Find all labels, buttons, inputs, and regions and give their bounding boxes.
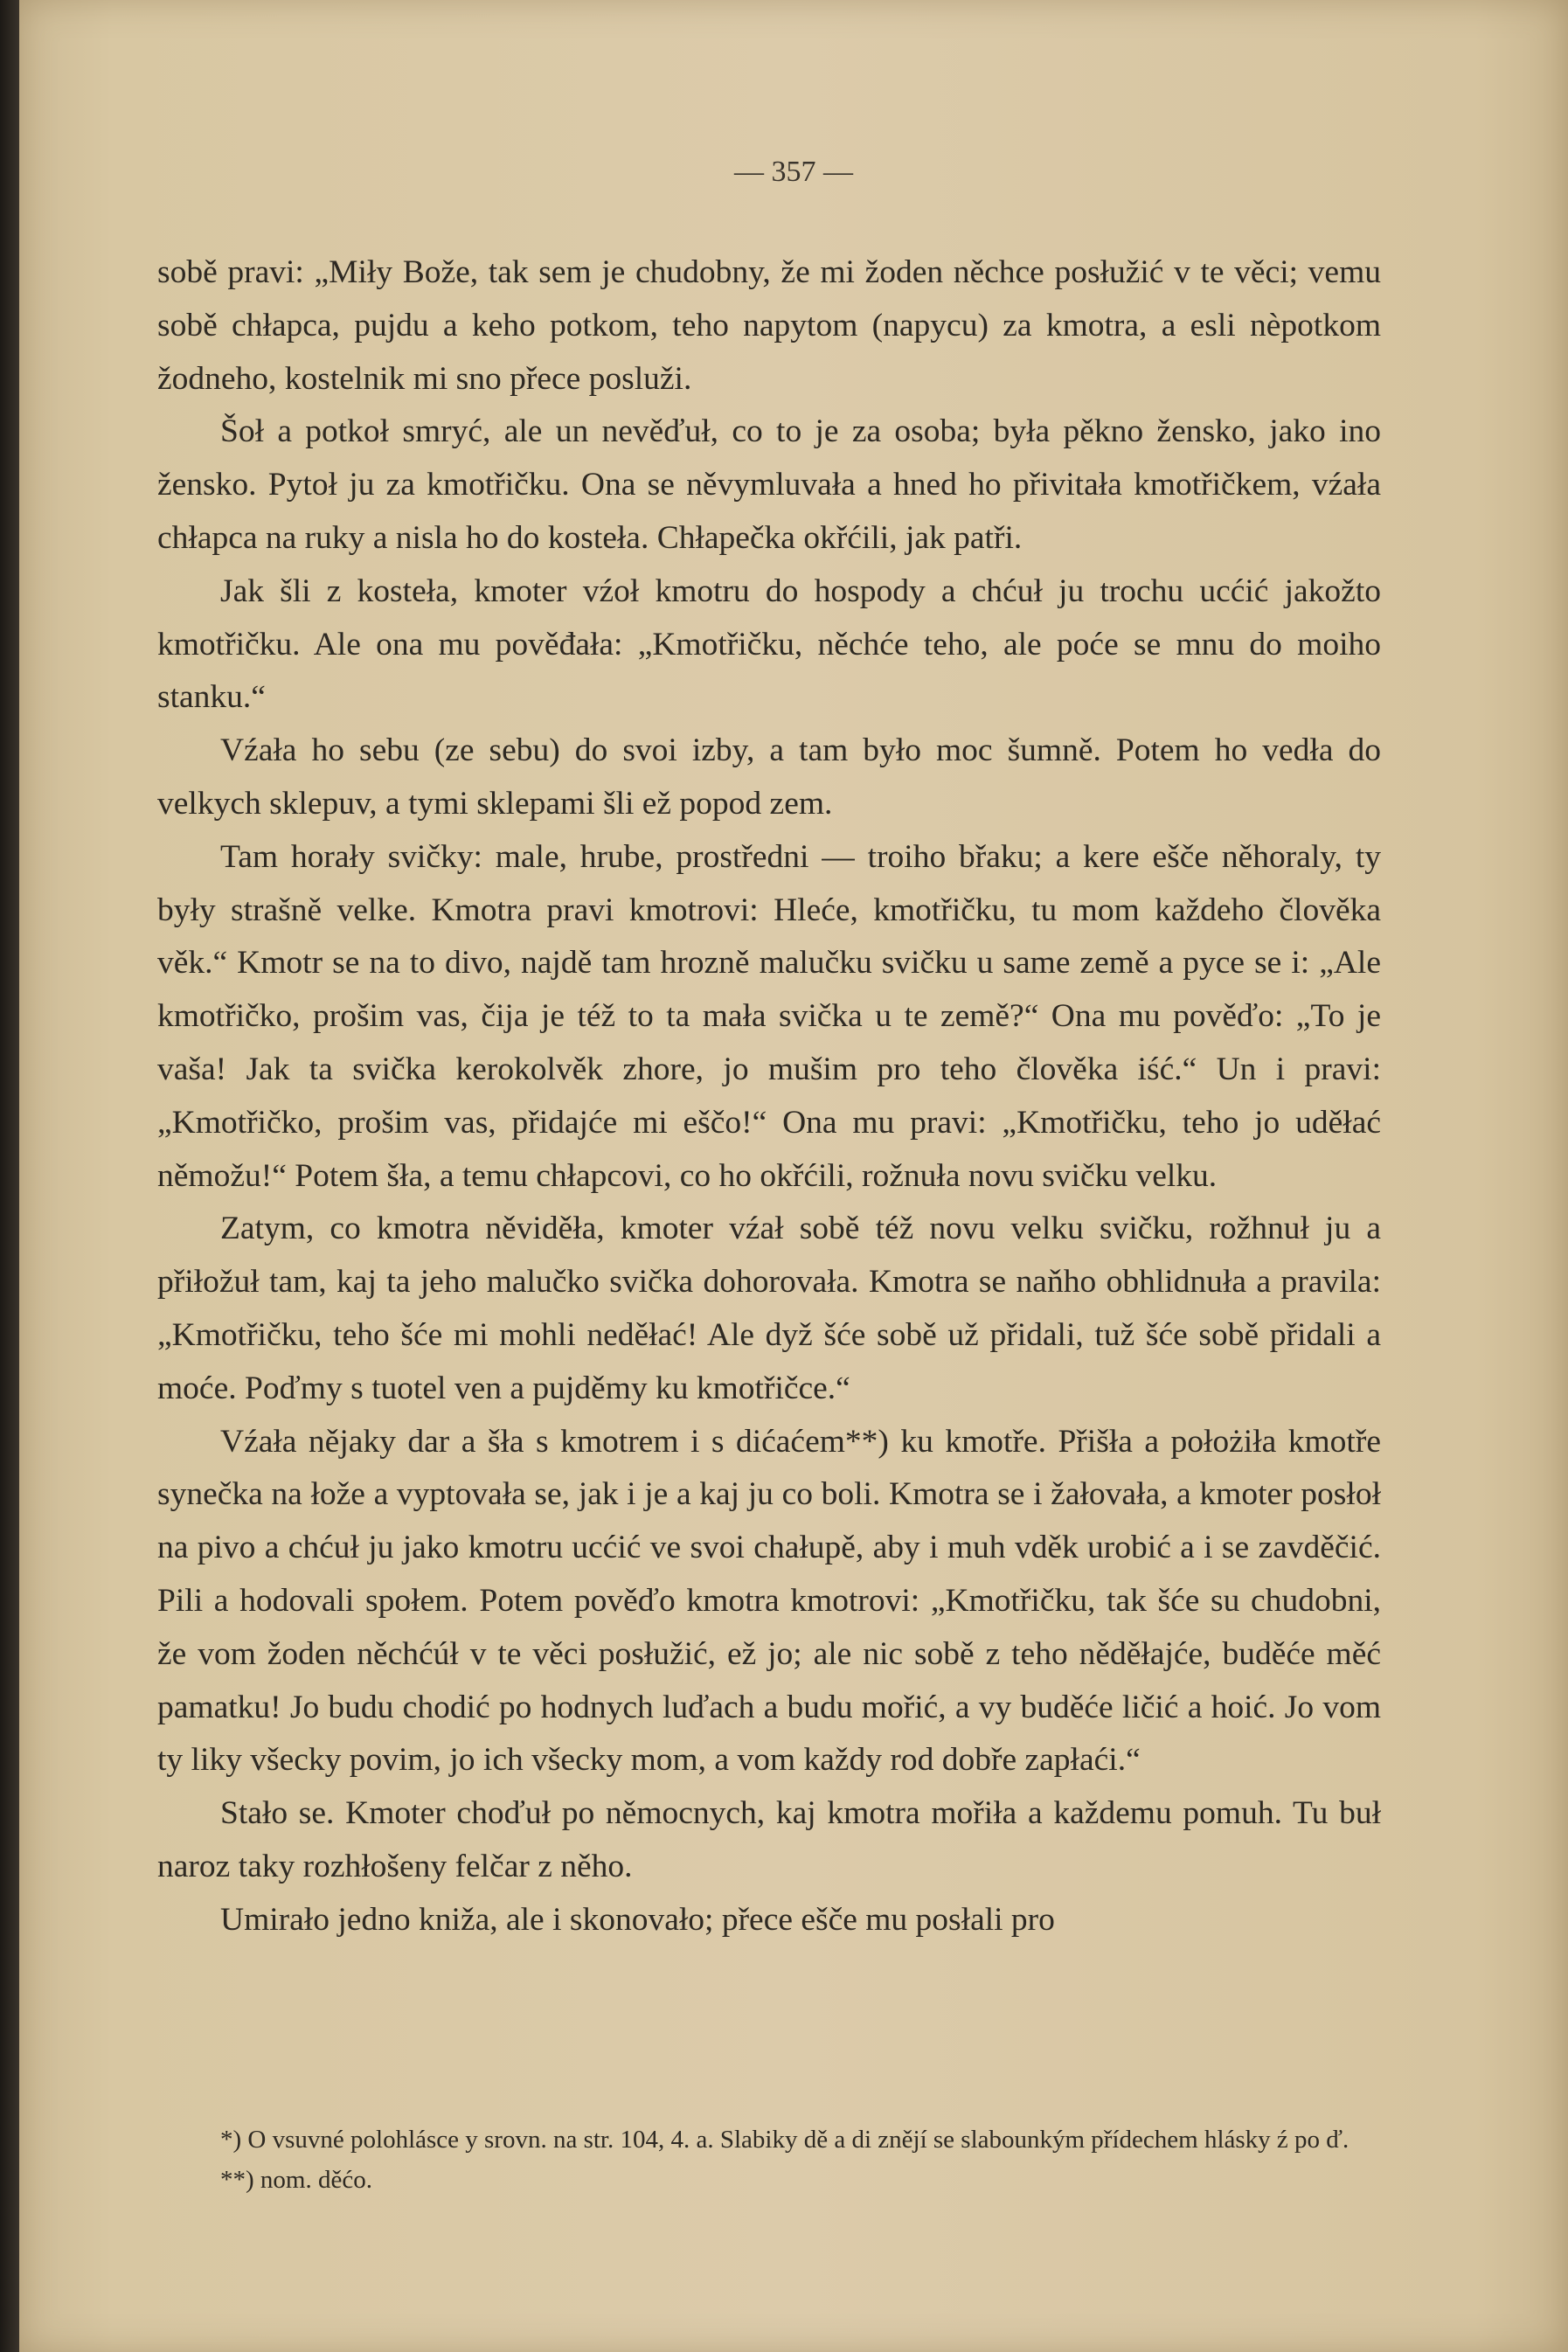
paragraph: Tam horały svičky: male, hrube, prostředni — troiho břaku; a kere ešče něhoraly, ty były strašně velke. Kmotra pravi kmotrovi: Hleće, kmotřičku, tu mom každeho člověka věk.“ Kmotr se na to divo, najdě tam hrozně malučku svičku u same země a pyce se i: „Ale kmotřičko, prošim vas, čija je též to ta mała svička u te země?“ Ona mu pověďo: „To je vaša! Jak ta svička kerokolvěk zhore, jo mušim pro teho člověka iść.“ Un i pravi: „Kmotřičko, prošim vas, přidajće mi eščo!“ Ona mu pravi: „Kmotřičku, teho jo uděłać němožu!“ Potem šła, a temu chłapcovi, co ho okřćili, rožnuła novu svičku velku. [157,838,1381,1194]
paragraph: Zatym, co kmotra něviděła, kmoter vźał sobě též novu velku svičku, rožhnuł ju a přiłožuł tam, kaj ta jeho malučko svička dohorovała. Kmotra se naňho obhlidnuła a pravila: „Kmotřičku, teho šće mi mohli neděłać! Ale dyž šće sobě už přidali, tuž šće sobě přidali a moće. Poďmy s tuotel ven a pujděmy ku kmotřičce.“ [157,1211,1381,1406]
paragraph: Šoł a potkoł smryć, ale un nevěďuł, co to je za osoba; była pěkno žensko, jako ino žensko. Pytoł ju za kmotřičku. Ona se něvymluvała a hned ho přivitała kmotřičkem, vźała chłapca na ruky a nisla ho do kosteła. Chłapečka okřćili, jak patři. [157,413,1381,556]
paragraph: Vźała ho sebu (ze sebu) do svoi izby, a tam było moc šumně. Potem ho vedła do velkych sklepuv, a tymi sklepami šli ež popod zem. [157,732,1381,822]
paragraph: Stało se. Kmoter choďuł po němocnych, kaj kmotra mořiła a každemu pomuh. Tu buł naroz taky rozhłošeny felčar z něho. [157,1795,1381,1884]
footnote: *) O vsuvné polohlásce y srovn. na str. 104, 4. a. Slabiky dě a di znějí se slabounkým přídechem hlásky ź po ď. [220,2126,1349,2154]
page-number: — 357 — [734,156,853,188]
paragraph: sobě pravi: „Miły Bože, tak sem je chudobny, že mi žoden něchce posłužić v te věci; vemu sobě chłapca, pujdu a keho potkom, teho napytom (napycu) za kmotra, a esli nèpotkom žodneho, kostelnik mi sno přece posluži. [157,254,1381,397]
body-text [157,246,1381,1947]
paragraph: Vźała nějaky dar a šła s kmotrem i s dićaćem**) ku kmotře. Přišła a położiła kmotře synečka na łože a vyptovała se, jak i je a kaj ju co boli. Kmotra se i žałovała, a kmoter posłoł na pivo a chćuł ju jako kmotru ucćić ve svoi chałupě, aby i muh vděk urobić a i se zavděčić. Pili a hodovali społem. Potem pověďo kmotra kmotrovi: „Kmotřičku, tak šće su chudobni, že vom žoden něchćúł v te věci posłužić, ež jo; ale nic sobě z teho něděłajće, buděće měć pamatku! Jo budu chodić po hodnych luďach a budu mořić, a vy buděće ličić a hoić. Jo vom ty liky všecky povim, jo ich všecky mom, a vom každy rod dobře zapłaći.“ [157,1423,1381,1779]
paragraph: Jak šli z kosteła, kmoter vźoł kmotru do hospody a chćuł ju trochu ucćić jakožto kmotřičku. Ale ona mu pověđała: „Kmotřičku, něchće teho, ale poće se mnu do moiho stanku.“ [157,572,1381,716]
book-spine [0,0,19,2352]
footnotes [157,2120,1381,2200]
paragraph: Umirało jedno kniža, ale i skonovało; přece ešče mu posłali pro [220,1901,1055,1938]
footnote: **) nom. děćo. [220,2166,372,2194]
book-page [19,0,1568,2352]
